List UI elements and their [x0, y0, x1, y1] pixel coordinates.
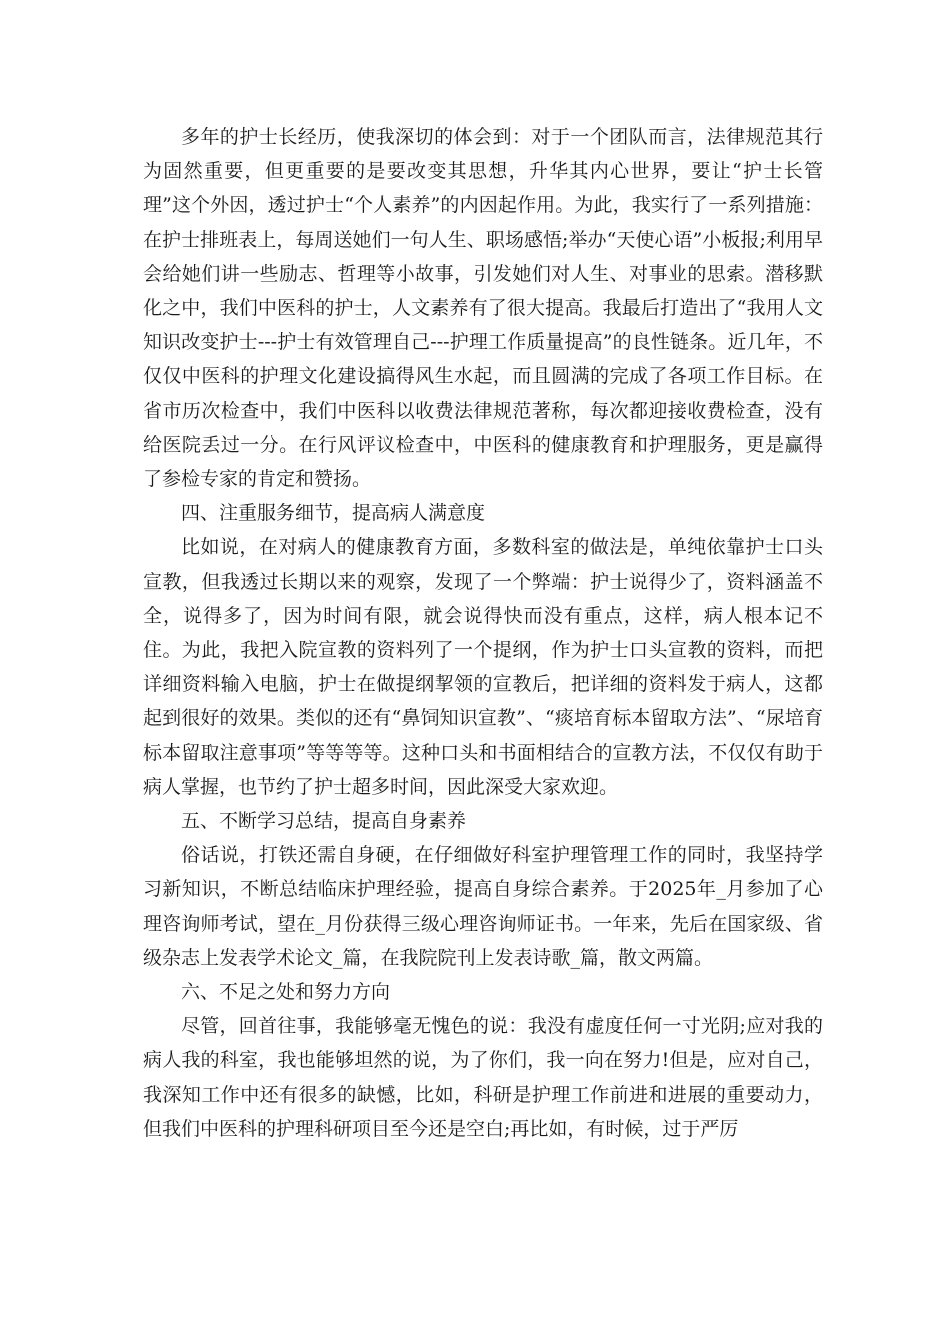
paragraph-reflection: 尽管，回首往事，我能够毫无愧色的说：我没有虚度任何一寸光阴;应对我的病人我的科室，我也能够坦然的说，为了你们，我一向在努力!但是，应对自己，我深知工作中还有很多的缺憾，比如，科研是护理工作前进和进展的重要动力，但我们中医科的护理科研项目至今还是空白;再比如，有时候，过于严厉	[143, 1015, 823, 1140]
document-page	[143, 120, 823, 1146]
paragraph-health-education: 比如说，在对病人的健康教育方面，多数科室的做法是，单纯依靠护士口头宣教，但我透过长期以来的观察，发现了一个弊端：护士说得少了，资料涵盖不全，说得多了，因为时间有限，就会说得快而没有重点，这样，病人根本记不住。为此，我把入院宣教的资料列了一个提纲，作为护士口头宣教的资料，而把详细资料输入电脑，护士在做提纲挈领的宣教后，把详细的资料发于病人，这都起到很好的效果。类似的还有“鼻饲知识宣教”、“痰培育标本留取方法”、“尿培育标本留取注意事项”等等等等。这种口头和书面相结合的宣教方法，不仅仅有助于病人掌握，也节约了护士超多时间，因此深受大家欢迎。	[143, 536, 823, 798]
paragraph-team-culture: 多年的护士长经历，使我深切的体会到：对于一个团队而言，法律规范其行为固然重要，但更重要的是要改变其思想，升华其内心世界，要让“护士长管理”这个外因，透过护士“个人素养”的内因起作用。为此，我实行了一系列措施：在护士排班表上，每周送她们一句人生、职场感悟;举办“天使心语”小板报;利用早会给她们讲一些励志、哲理等小故事，引发她们对人生、对事业的思索。潜移默化之中，我们中医科的护士，人文素养有了很大提高。我最后打造出了“我用人文知识改变护士---护士有效管理自己---护理工作质量提高”的良性链条。近几年，不仅仅中医科的护理文化建设搞得风生水起，而且圆满的完成了各项工作目标。在省市历次检查中，我们中医科以收费法律规范著称，每次都迎接收费检查，没有给医院丢过一分。在行风评议检查中，中医科的健康教育和护理服务，更是赢得了参检专家的肯定和赞扬。	[143, 126, 823, 491]
section-heading-shortcomings: 六、不足之处和努力方向	[181, 981, 391, 1004]
section-heading-self-study: 五、不断学习总结，提高自身素养	[181, 810, 467, 833]
paragraph-learning: 俗话说，打铁还需自身硬，在仔细做好科室护理管理工作的同时，我坚持学习新知识，不断总结临床护理经验，提高自身综合素养。于2025年_月参加了心理咨询师考试，望在_月份获得三级心理咨询师证书。一年来，先后在国家级、省级杂志上发表学术论文_篇，在我院院刊上发表诗歌_篇，散文两篇。	[143, 844, 823, 969]
section-heading-service-details: 四、注重服务细节，提高病人满意度	[181, 502, 486, 525]
